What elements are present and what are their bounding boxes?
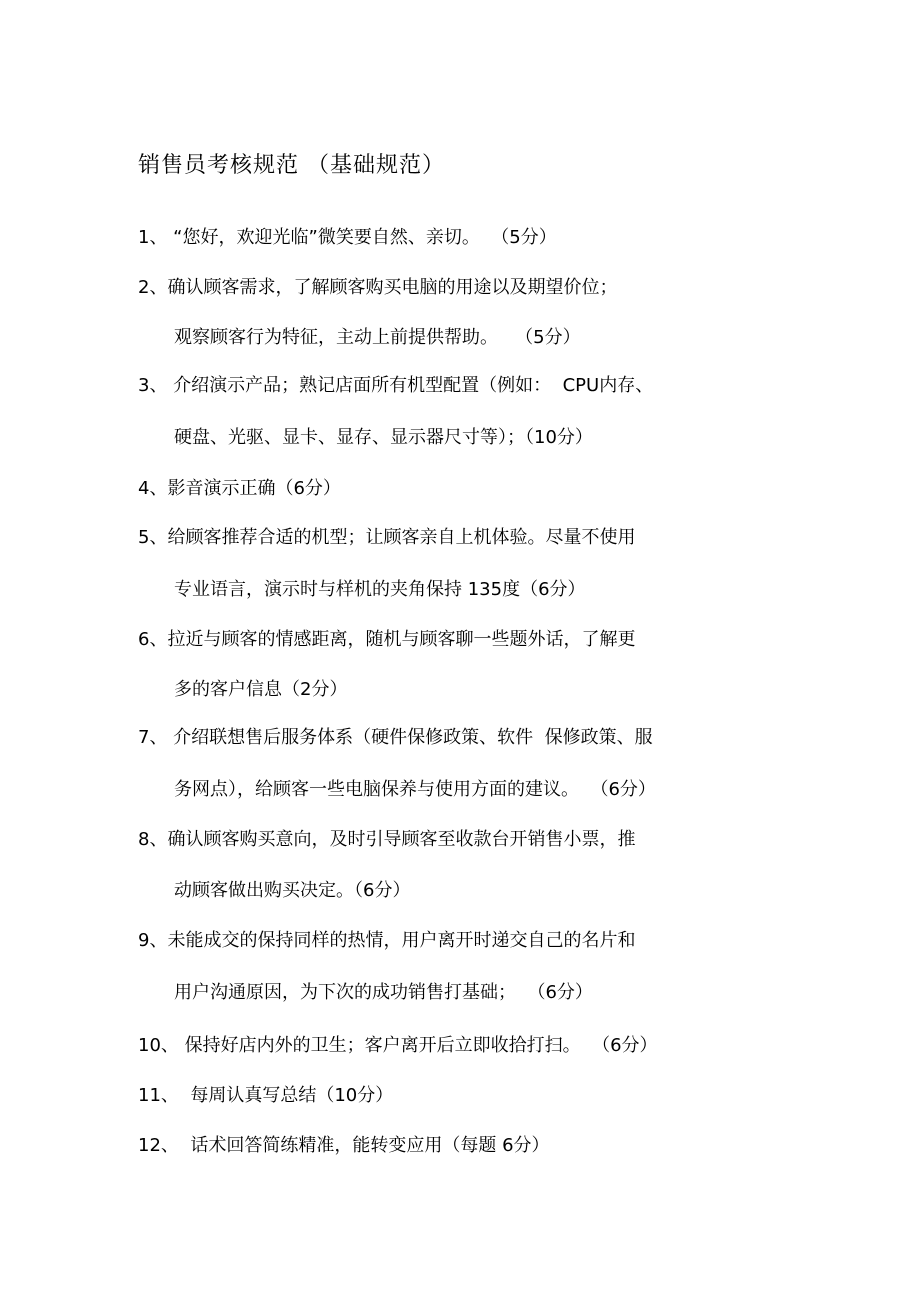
rule-line-9: 9、未能成交的保持同样的热情，用户离开时递交自己的名片和 (138, 930, 636, 951)
rule-line-3: 3、 介绍演示产品；熟记店面所有机型配置（例如： CPU内存、 (138, 375, 654, 396)
rule-line-12: 12、 话术回答简练精准，能转变应用（每题 6分） (138, 1135, 550, 1156)
rule-line-4: 4、影音演示正确（6分） (138, 478, 341, 499)
rule-line-5: 5、给顾客推荐合适的机型；让顾客亲自上机体验。尽量不使用 (138, 527, 636, 548)
document-title: 销售员考核规范 （基础规范） (138, 153, 445, 178)
rule-line-11: 11、 每周认真写总结（10分） (138, 1085, 394, 1106)
rule-line-10: 10、 保持好店内外的卫生；客户离开后立即收拾打扫。 （6分） (138, 1035, 658, 1056)
rule-line-6: 6、拉近与顾客的情感距离，随机与顾客聊一些题外话，了解更 (138, 629, 636, 650)
rule-line-9-cont: 用户沟通原因，为下次的成功销售打基础； （6分） (174, 982, 593, 1003)
rule-line-7: 7、 介绍联想售后服务体系（硬件保修政策、软件 保修政策、服 (138, 727, 653, 748)
rule-line-1: 1、 “您好，欢迎光临”微笑要自然、亲切。 （5分） (138, 227, 557, 248)
rule-line-7-cont: 务网点），给顾客一些电脑保养与使用方面的建议。 （6分） (174, 779, 656, 800)
rule-line-8-cont: 动顾客做出购买决定。（6分） (174, 880, 411, 901)
rule-line-8: 8、确认顾客购买意向，及时引导顾客至收款台开销售小票，推 (138, 829, 636, 850)
rule-line-2-cont: 观察顾客行为特征，主动上前提供帮助。 （5分） (174, 327, 581, 348)
rule-line-2: 2、确认顾客需求，了解顾客购买电脑的用途以及期望价位； (138, 277, 618, 298)
rule-line-5-cont: 专业语言，演示时与样机的夹角保持 135度（6分） (174, 579, 586, 600)
rule-line-6-cont: 多的客户信息（2分） (174, 679, 348, 700)
rule-line-3-cont: 硬盘、光驱、显卡、显存、显示器尺寸等）；（10分） (174, 427, 593, 448)
